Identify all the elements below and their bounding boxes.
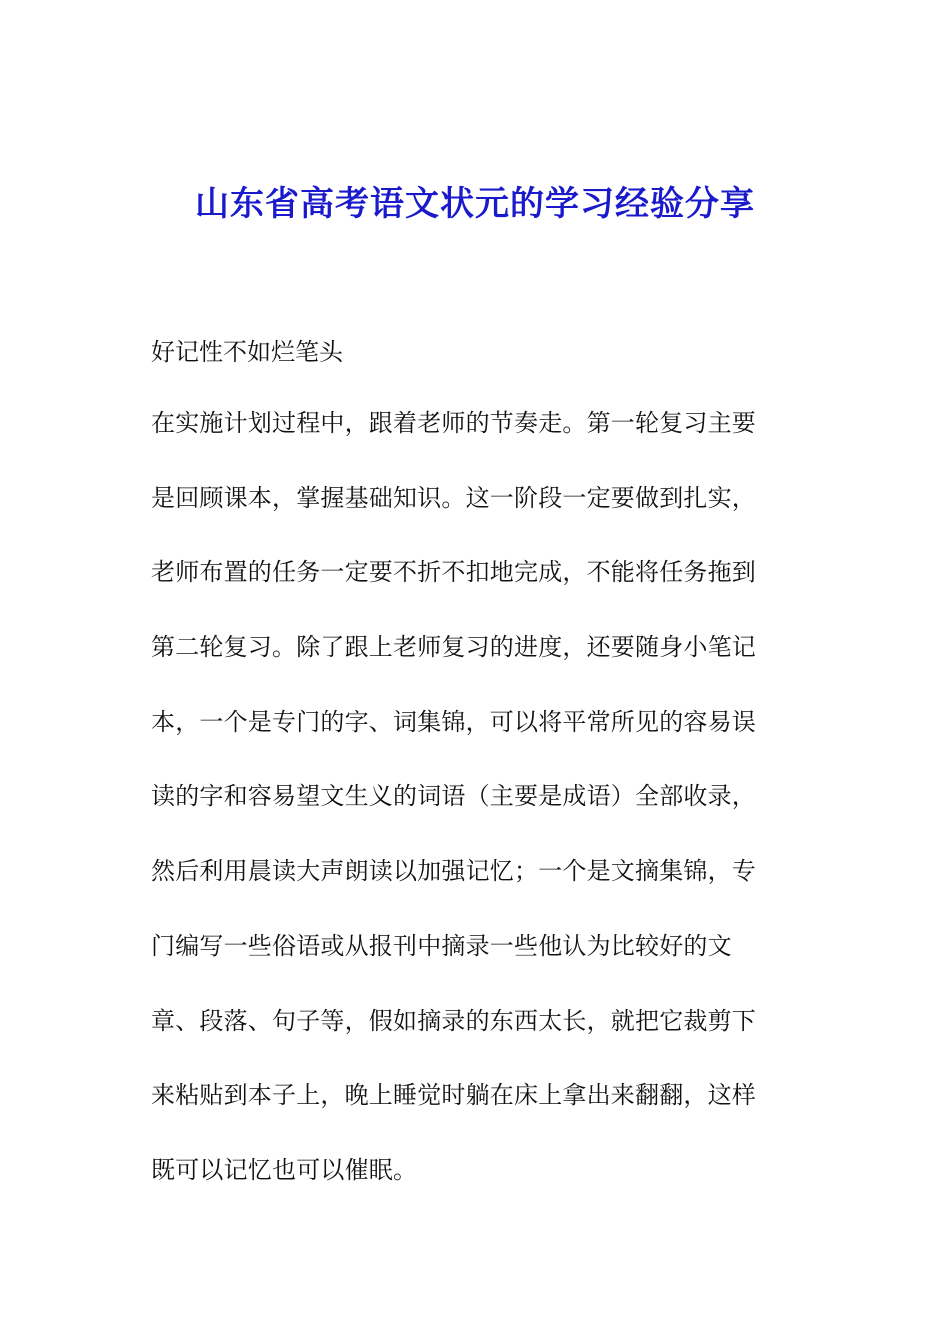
document-title: 山东省高考语文状元的学习经验分享: [195, 184, 755, 224]
paragraph-line: 章、段落、句子等，假如摘录的东西太长，就把它裁剪下: [151, 1006, 756, 1035]
paragraph-line: 老师布置的任务一定要不折不扣地完成，不能将任务拖到: [151, 558, 756, 587]
paragraph-line: 既可以记忆也可以催眠。: [151, 1155, 418, 1184]
section-heading: 好记性不如烂笔头: [151, 338, 343, 366]
paragraph-line: 然后利用晨读大声朗读以加强记忆；一个是文摘集锦，专: [151, 857, 756, 886]
paragraph-line: 第二轮复习。除了跟上老师复习的进度，还要随身小笔记: [151, 633, 756, 662]
paragraph-line: 来粘贴到本子上，晚上睡觉时躺在床上拿出来翻翻，这样: [151, 1081, 756, 1110]
paragraph-line: 读的字和容易望文生义的词语（主要是成语）全部收录，: [151, 782, 756, 811]
paragraph-line: 是回顾课本，掌握基础知识。这一阶段一定要做到扎实，: [151, 483, 756, 512]
paragraph-line: 本，一个是专门的字、词集锦，可以将平常所见的容易误: [151, 707, 756, 736]
paragraph-line: 在实施计划过程中，跟着老师的节奏走。第一轮复习主要: [151, 409, 756, 437]
paragraph-line: 门编写一些俗语或从报刊中摘录一些他认为比较好的文: [151, 931, 732, 960]
body-paragraph: [151, 403, 801, 1225]
